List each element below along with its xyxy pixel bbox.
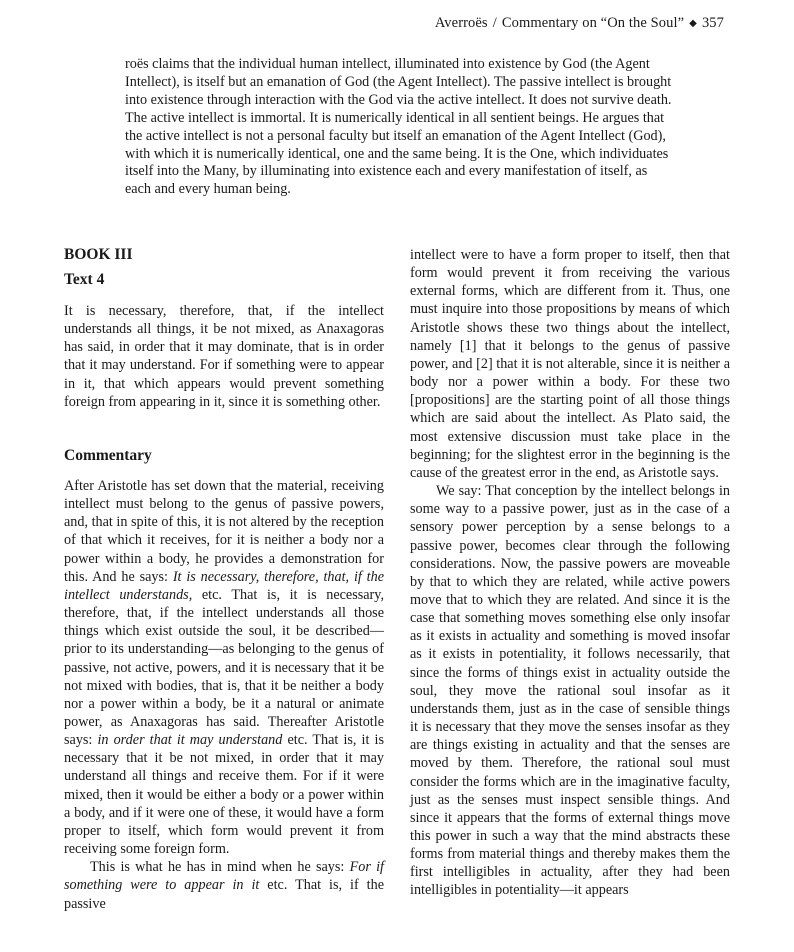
left-column: [64, 246, 384, 913]
commentary-p1-text-b: etc. That is, it is necessary, therefore, that, if the intellect understands all those things which exist outside the soul, it be described—prior to its understanding—as belonging to the genus of passive, not active, powers, and it is necessary that it be not mixed with bodies, that is, that it be neither a body nor a power within a body, be it a natural or animate power, as Anaxagoras has said. Thereafter Aristotle says:: [64, 586, 385, 749]
right-column: [410, 246, 730, 900]
commentary-paragraph-1: [64, 477, 384, 858]
right-paragraph-1: intellect were to have a form proper to itself, then that form would prevent it from receiving the various external forms, which are different from it. Thus, one must inquire into those propositions by means of which Aristotle shows these two things about the intellect, namely [1] that it belongs to the genus of passive power, and [2] that it is not alterable, since it is neither a body nor a power within a body. For these two [propositions] are the starting point of all those things which are said about the intellect. As Plato said, the most extensive discussion must take place in the beginning; for the slightest error in the beginning is the cause of the greatest error in the end, as Aristotle says.: [410, 247, 730, 481]
running-header: [435, 15, 724, 32]
commentary-p2-text-a: This is what he has in mind when he says:: [90, 859, 350, 876]
commentary-p1-text-c: etc. That is, it is necessary that it be not mixed, in order that it may understand all things and receive them. For if it were mixed, then it would be either a body or a power within a body, and if it were one of these, it would have a form proper to itself, which form would prevent it from receiving some foreign form.: [64, 732, 384, 858]
commentary-p1-text-a: After Aristotle has set down that the material, receiving intellect must belong to the genus of passive powers, and, that in spite of this, it is not altered by the reception of that which it receives, for it is neither a body nor a power within a body, he provides a demonstration for this. And he says:: [64, 477, 384, 585]
page-number: 357: [701, 15, 724, 31]
intro-block: [125, 56, 673, 199]
header-separator: /: [492, 15, 497, 31]
commentary-heading: Commentary: [64, 446, 152, 464]
right-paragraph-2: We say: That conception by the intellect belongs in some way to a passive power, just as in the case of a sensory power perception by a sense belongs to a passive power, becomes clear through the following considerations. Now, the passive powers are moveable by that to which they are related, while active powers move that to which they are related. And since it is the case that something moves something else only insofar as it exists in actuality and something is moved insofar as it exists in potentiality, it follows necessarily, that since the forms of things exist in actuality outside the soul, they move the rational soul insofar as it understands them, just as in the case of sensible things it is necessary that they move the senses insofar as they are things existing in actuality and that the senses are moved by them. Therefore, the rational soul must consider the forms which are in the imaginative faculty, just as the senses must inspect sensible things. And since it appears that the forms of external things move this power in such a way that the mind abstracts these forms from material things and thereby makes them the first intelligibles in actuality, after they had been intelligibles in potentiality—it appears: [410, 483, 730, 899]
text-body: It is necessary, therefore, that, if the intellect understands all things, it be not mixed, as Anaxagoras has said, in order that it may dominate, that is in order that it may understand. For if something were to appear in it, that which appears would prevent something foreign from appearing in it, since it is something other.: [64, 303, 384, 410]
section-title: Commentary on “On the Soul”: [501, 15, 685, 31]
text-heading: Text 4: [64, 271, 105, 288]
intro-paragraph: roës claims that the individual human intellect, illuminated into existence by God (the Agent Intellect), is itself but an emanation of God (the Agent Intellect). The passive intellect is brought into existence through interaction with the God via the active intellect. It does not survive death. The active intellect is immortal. It is numerically identical in all sentient beings. He argues that the active intellect is not a personal faculty but itself an emanation of the Agent Intellect (God), with which it is numerically identical, one and the same being. It is the One, which individuates itself into the Many, by illuminating into existence each and every manifestation of itself, as each and every human being.: [125, 56, 672, 198]
diamond-icon: ◆: [689, 18, 697, 29]
commentary-paragraph-2: [64, 858, 384, 912]
commentary-p2-text-b: etc. That is, if the passive: [64, 877, 384, 912]
running-title: Averroës: [434, 15, 488, 31]
book-heading: BOOK III: [64, 246, 133, 263]
commentary-p1-quote-2: in order that it may understand: [97, 732, 283, 749]
commentary-p1-quote-1: It is necessary, therefore, that, if the intellect understands,: [64, 568, 384, 603]
commentary-p2-quote: For if something were to appear in it: [64, 859, 384, 894]
